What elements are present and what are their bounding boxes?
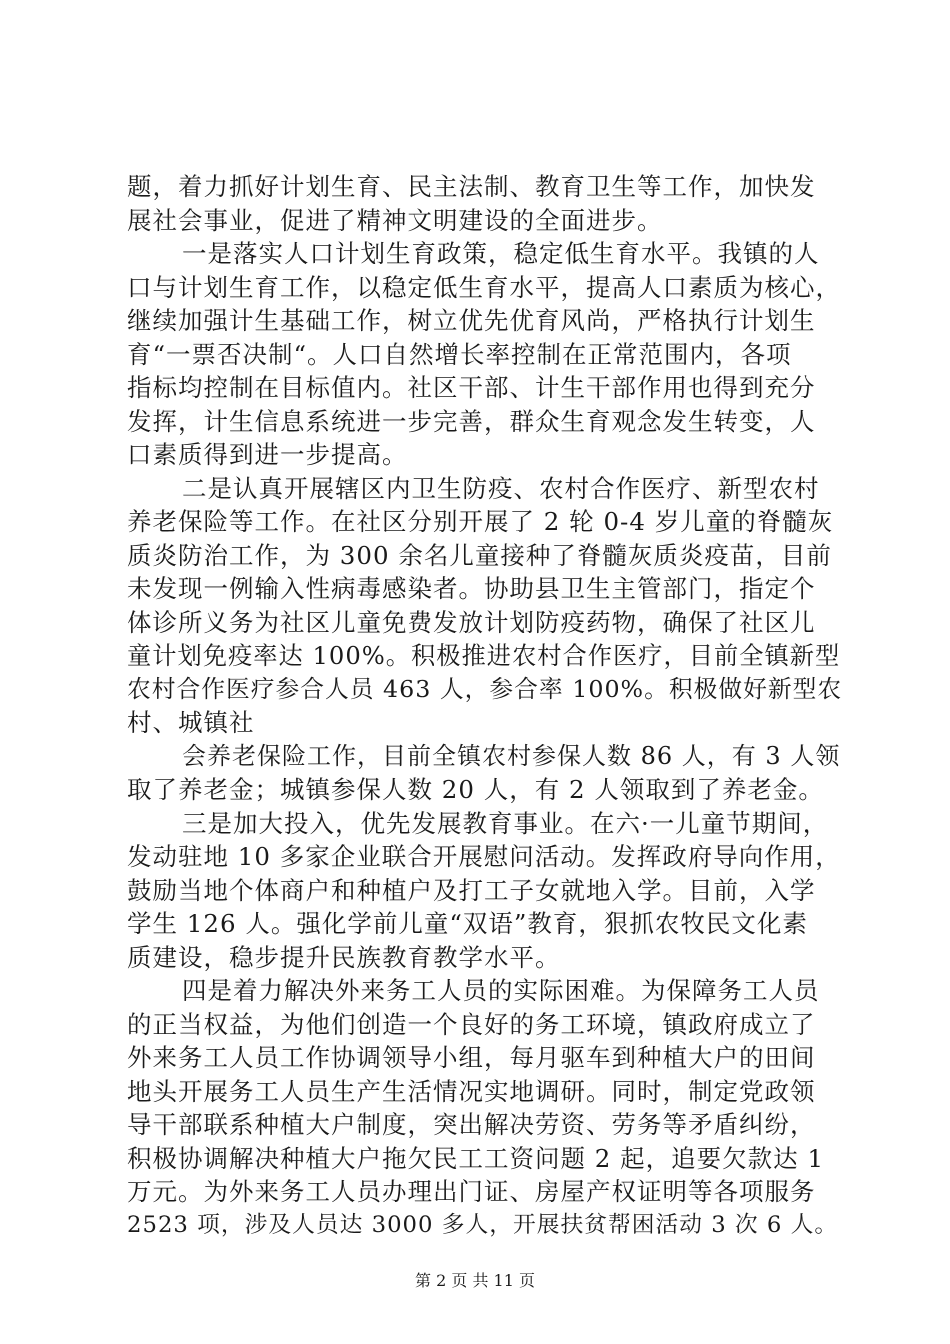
text-line: 一是落实人口计划生育政策，稳定低生育水平。我镇的人: [182, 239, 820, 268]
text-line: 继续加强计生基础工作，树立优先优育风尚，严格执行计划生: [127, 306, 816, 335]
text-line: 2523 项，涉及人员达 3000 多人，开展扶贫帮困活动 3 次 6 人。: [127, 1211, 839, 1238]
text-line: 外来务工人员工作协调领导小组，每月驱车到种植大户的田间: [127, 1043, 816, 1072]
text-line: 万元。为外来务工人员办理出门证、房屋产权证明等各项服务: [127, 1177, 816, 1206]
text-line: 二是认真开展辖区内卫生防疫、农村合作医疗、新型农村: [182, 473, 820, 503]
text-line: 取了养老金；城镇参保人数 20 人，有 2 人领取到了养老金。: [127, 775, 824, 804]
text-line: 农村合作医疗参合人员 463 人，参合率 100%。积极做好新型农: [127, 674, 843, 703]
text-line: 村、城镇社: [127, 708, 255, 737]
text-line: 养老保险等工作。在社区分别开展了 2 轮 0-4 岁儿童的脊髓灰: [127, 507, 834, 536]
text-line: 发挥，计生信息系统进一步完善，群众生育观念发生转变，人: [127, 406, 816, 436]
text-line: 未发现一例输入性病毒感染者。协助县卫生主管部门，指定个: [127, 574, 816, 603]
text-line: 会养老保险工作，目前全镇农村参保人数 86 人，有 3 人领: [182, 741, 841, 770]
text-line: 地头开展务工人员生产生活情况实地调研。同时，制定党政领: [127, 1076, 816, 1106]
document-body: [127, 170, 843, 1242]
text-line: 育“一票否决制“。人口自然增长率控制在正常范围内，各项: [127, 339, 792, 369]
text-line: 指标均控制在目标值内。社区干部、计生干部作用也得到充分: [127, 373, 816, 402]
text-line: 质炎防治工作，为 300 余名儿童接种了脊髓灰质炎疫苗，目前: [127, 540, 832, 570]
text-line: 展社会事业，促进了精神文明建设的全面进步。: [127, 205, 663, 235]
text-line: 的正当权益，为他们创造一个良好的务工环境，镇政府成立了: [127, 1009, 816, 1039]
text-line: 学生 126 人。强化学前儿童“双语”教育，狠抓农牧民文化素: [127, 909, 808, 938]
text-line: 口与计划生育工作，以稳定低生育水平，提高人口素质为核心，: [127, 272, 841, 302]
text-line: 积极协调解决种植大户拖欠民工工资问题 2 起，追要欠款达 1: [127, 1143, 825, 1173]
text-line: 四是着力解决外来务工人员的实际困难。为保障务工人员: [182, 976, 820, 1005]
text-line: 导干部联系种植大户制度，突出解决劳资、劳务等矛盾纠纷，: [127, 1110, 816, 1139]
text-line: 体诊所义务为社区儿童免费发放计划防疫药物，确保了社区儿: [127, 607, 816, 637]
text-line: 童计划免疫率达 100%。积极推进农村合作医疗，目前全镇新型: [127, 641, 841, 670]
text-line: 三是加大投入，优先发展教育事业。在六·一儿童节期间，: [182, 808, 829, 838]
text-line: 发动驻地 10 多家企业联合开展慰问活动。发挥政府导向作用，: [127, 842, 841, 871]
text-line: 口素质得到进一步提高。: [127, 440, 408, 469]
page-footer: 第 2 页 共 11 页: [415, 1271, 535, 1290]
text-line: 鼓励当地个体商户和种植户及打工子女就地入学。目前，入学: [127, 875, 816, 905]
text-line: 题，着力抓好计划生育、民主法制、教育卫生等工作，加快发: [127, 172, 816, 201]
text-line: 质建设，稳步提升民族教育教学水平。: [127, 942, 561, 972]
